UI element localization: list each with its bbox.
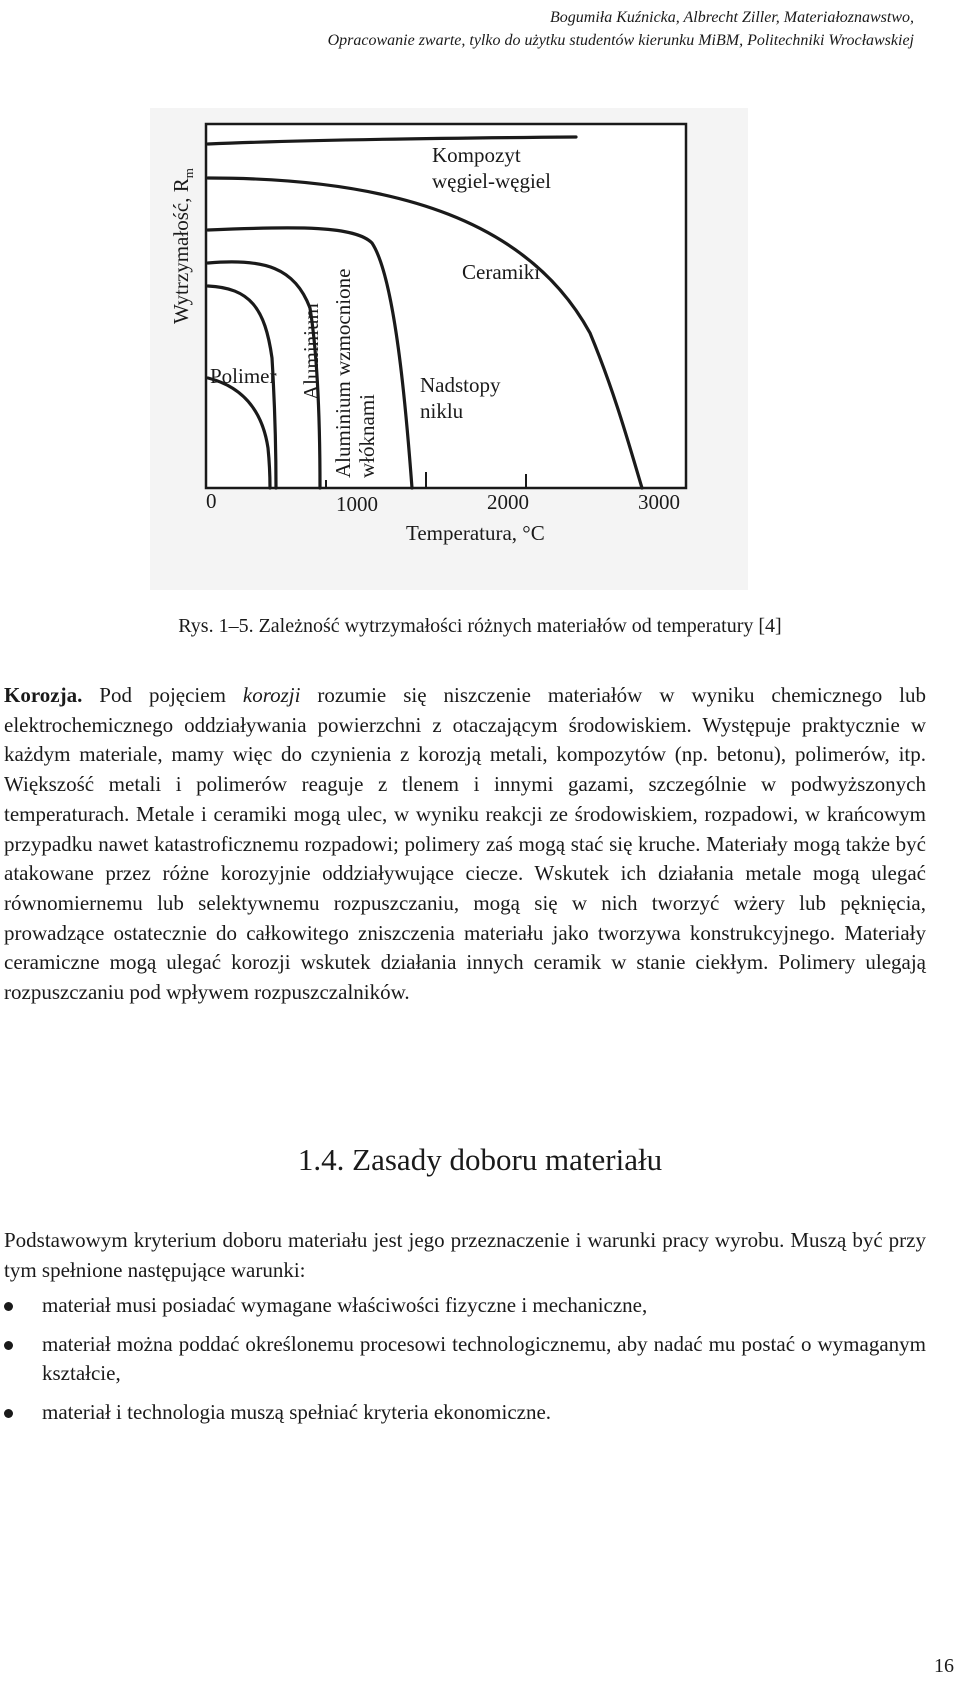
figure-svg (150, 108, 748, 590)
label-aluminium-wzmocnione-2: włóknami (355, 394, 379, 478)
korozja-text-2: rozumie się niszczenie materiałów w wyniku chemicznego lub elektrochemicznego oddziaływania powierzchni z otaczającym środowiskiem. Występuje praktycznie w każdym materiale, mamy więc do czynienia z korozją metali, kompozytów (np. betonu), polimerów, itp. Większość metali i polimerów reaguje z tlenem i innymi gazami, szczególnie w podwyższonych temperaturach. Metale i ceramiki mogą ulec, w wyniku reakcji ze środowiskiem, rozpadowi, w krańcowym przypadku nawet katastroficznemu rozpadowi; polimery zaś mogą stać się kruche. Materiały mogą także być atakowane przez różne korozyjnie oddziaływujące ciecze. Wskutek ich działania metale mogą ulegać równomiernemu lub selektywnemu rozpuszczaniu, mogą się w nich tworzyć wżery lub pęknięcia, prowadzące ostatecznie do całkowitego zniszczenia materiału jako tworzywa konstrukcyjnego. Materiały ceramiczne mogą ulegać korozji wskutek działania innych ceramik w stanie ciekłym. Polimery ulegają rozpuszczaniu pod wpływem rozpuszczalników. (4, 683, 926, 1005)
bullet-list (0, 1291, 926, 1437)
list-item: materiał można poddać określonemu procesowi technologicznemu, aby nadać mu postać o wymaganym kształcie, (0, 1330, 926, 1389)
tick-label-0: 0 (206, 489, 217, 513)
label-aluminium: Aluminium (299, 303, 323, 400)
tick-label-2000: 2000 (487, 490, 529, 514)
page-header (34, 6, 914, 52)
label-kompozyt-2: węgiel-węgiel (432, 169, 551, 193)
paragraph-doboru: Podstawowym kryterium doboru materiału jest jego przeznaczenie i warunki pracy wyrobu. Muszą być przy tym spełnione następujące warunki: (4, 1228, 926, 1282)
bullet-dot-icon (4, 1341, 13, 1350)
korozja-lead: Korozja. (4, 683, 83, 707)
label-polimer: Polimer (210, 364, 277, 388)
label-kompozyt-1: Kompozyt (432, 143, 521, 167)
section-heading: 1.4. Zasady doboru materiału (297, 1142, 663, 1177)
figure-strength-temperature (150, 108, 748, 590)
label-ceramiki: Ceramiki (462, 260, 541, 284)
list-item: materiał musi posiadać wymagane właściwości fizyczne i mechaniczne, (0, 1291, 926, 1321)
paragraph-korozja (4, 681, 926, 1008)
page-number: 16 (934, 1655, 954, 1677)
list-item: materiał i technologia muszą spełniać kryteria ekonomiczne. (0, 1398, 926, 1428)
label-aluminium-wzmocnione-1: Aluminium wzmocnione (331, 268, 355, 478)
bullet-dot-icon (4, 1302, 13, 1311)
x-axis-label: Temperatura, °C (406, 521, 545, 545)
label-nadstopy-2: niklu (420, 399, 464, 423)
bullet-dot-icon (4, 1409, 13, 1418)
figure-caption: Rys. 1–5. Zależność wytrzymałości różnych materiałów od temperatury [4] (178, 615, 782, 637)
y-axis-label: Wytrzymałość, $R_m$ (169, 168, 196, 324)
label-nadstopy-1: Nadstopy (420, 373, 501, 397)
korozja-term: korozji (242, 683, 301, 707)
tick-label-3000: 3000 (638, 490, 680, 514)
korozja-text-1: Pod pojęciem (82, 683, 243, 707)
tick-label-1000: 1000 (336, 492, 378, 516)
header-note: Opracowanie zwarte, tylko do użytku studentów kierunku MiBM, Politechniki Wrocławskiej (327, 32, 914, 49)
header-authors: Bogumiła Kuźnicka, Albrecht Ziller, Materiałoznawstwo, (550, 9, 914, 26)
